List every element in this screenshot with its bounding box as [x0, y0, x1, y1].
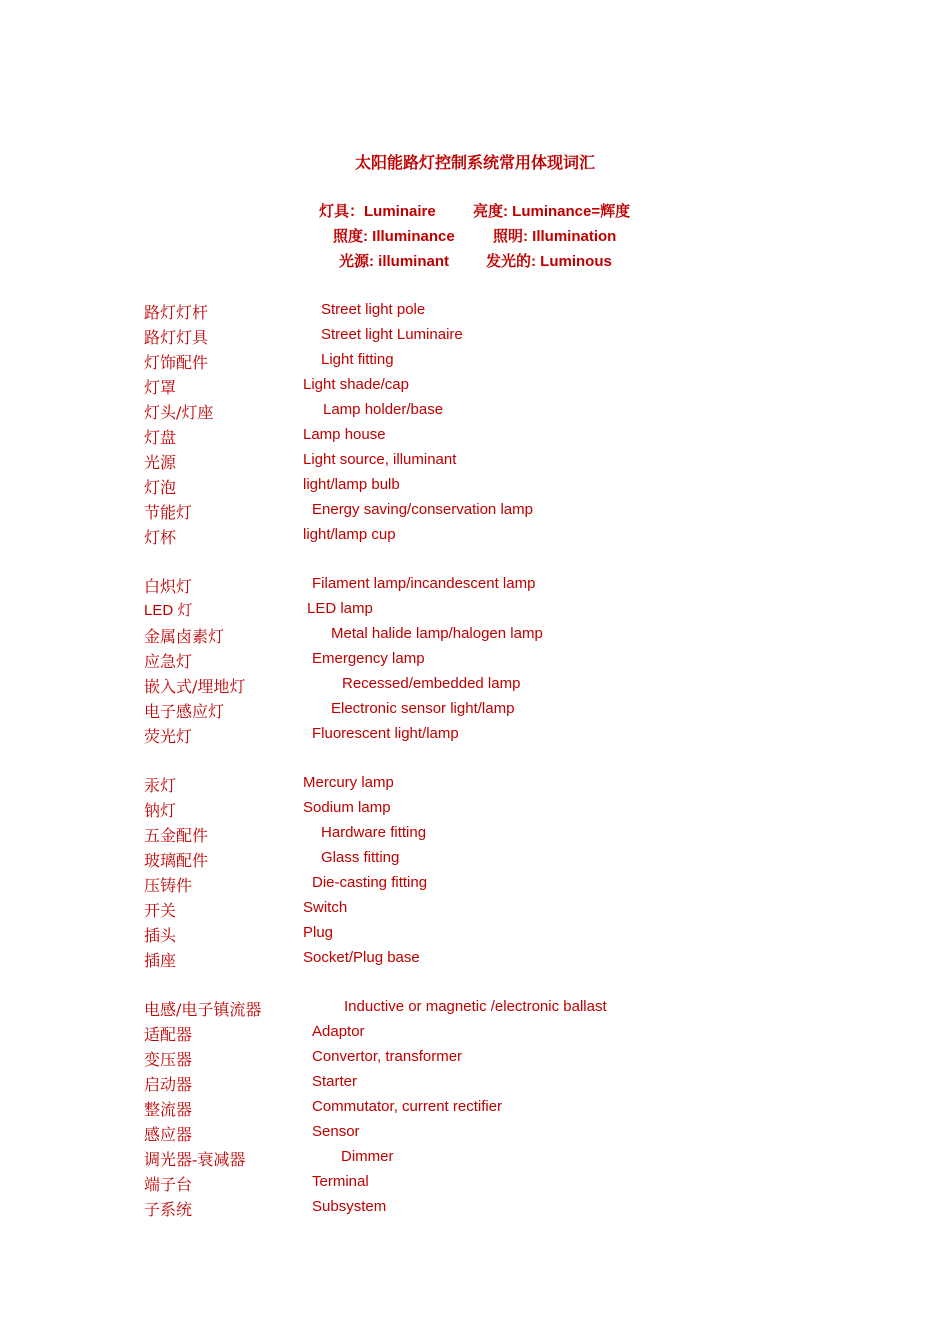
vocab-en: Socket/Plug base — [303, 949, 420, 966]
vocab-cn: 整流器 — [144, 1100, 193, 1119]
vocab-cn: LED 灯 — [144, 602, 193, 619]
vocab-cn: 端子台 — [144, 1175, 193, 1194]
vocab-cn: 汞灯 — [144, 776, 177, 795]
vocab-cn: 嵌入式/埋地灯 — [144, 677, 246, 696]
vocab-en: Hardware fitting — [321, 824, 427, 841]
vocab-en: Terminal — [312, 1173, 369, 1190]
term-illuminant: 光源: illuminant — [339, 253, 449, 270]
vocab-en: Street light Luminaire — [321, 326, 463, 343]
vocab-cn: 插头 — [144, 926, 177, 945]
vocab-cn: 节能灯 — [144, 503, 193, 522]
vocab-en: Lamp house — [303, 426, 386, 443]
vocab-en: Starter — [312, 1073, 358, 1090]
vocab-en: Sensor — [312, 1123, 360, 1140]
vocab-cn: 适配器 — [144, 1025, 193, 1044]
vocab-en: Die-casting fitting — [312, 874, 428, 891]
vocab-en: Light shade/cap — [303, 376, 409, 393]
term-luminous: 发光的: Luminous — [486, 253, 612, 270]
vocab-cn: 启动器 — [144, 1075, 193, 1094]
vocab-cn: 灯头/灯座 — [144, 403, 214, 422]
vocab-en: Mercury lamp — [303, 774, 394, 791]
vocab-cn: 灯泡 — [144, 478, 177, 497]
vocab-cn: 光源 — [144, 453, 177, 472]
term-luminaire: 灯具：Luminaire — [319, 203, 436, 220]
vocab-en: Metal halide lamp/halogen lamp — [331, 625, 543, 642]
vocab-cn: 变压器 — [144, 1050, 193, 1069]
vocab-en: Adaptor — [312, 1023, 365, 1040]
vocab-en: Commutator, current rectifier — [312, 1098, 503, 1115]
vocab-en: Dimmer — [341, 1148, 394, 1165]
vocab-cn: 路灯灯具 — [144, 328, 209, 347]
vocab-cn: 子系统 — [144, 1200, 193, 1219]
term-luminance: 亮度: Luminance=辉度 — [473, 203, 631, 220]
vocab-en: Convertor, transformer — [312, 1048, 463, 1065]
vocab-en: Recessed/embedded lamp — [342, 675, 521, 692]
vocab-cn: 感应器 — [144, 1125, 193, 1144]
vocab-en: Light fitting — [321, 351, 394, 368]
vocab-en: Sodium lamp — [303, 799, 391, 816]
term-illumination: 照明: Illumination — [493, 228, 617, 245]
vocab-en: Energy saving/conservation lamp — [312, 501, 533, 518]
vocab-cn: 开关 — [144, 901, 177, 920]
vocab-cn: 灯盘 — [144, 428, 177, 447]
vocab-cn: 灯杯 — [144, 528, 177, 547]
vocab-en: Fluorescent light/lamp — [312, 725, 459, 742]
vocab-en: LED lamp — [307, 600, 373, 617]
vocab-cn: 路灯灯杆 — [144, 303, 209, 322]
vocab-cn: 金属卤素灯 — [144, 627, 225, 646]
vocab-cn: 钠灯 — [144, 801, 177, 820]
vocab-en: Emergency lamp — [312, 650, 425, 667]
vocab-en: Lamp holder/base — [323, 401, 444, 418]
vocab-en: Inductive or magnetic /electronic ballast — [344, 998, 607, 1015]
vocab-cn: 荧光灯 — [144, 727, 193, 746]
vocab-en: Light source, illuminant — [303, 451, 457, 468]
vocab-cn: 压铸件 — [144, 876, 193, 895]
vocab-en: Plug — [303, 924, 334, 941]
vocab-cn: 电感/电子镇流器 — [144, 1000, 262, 1019]
vocab-en: Electronic sensor light/lamp — [331, 700, 515, 717]
vocab-en: Street light pole — [321, 301, 426, 318]
vocab-en: light/lamp bulb — [303, 476, 400, 493]
vocab-cn: 五金配件 — [144, 826, 209, 845]
vocab-cn: 玻璃配件 — [144, 851, 209, 870]
vocab-en: Switch — [303, 899, 348, 916]
vocab-cn: 应急灯 — [144, 652, 193, 671]
vocab-en: light/lamp cup — [303, 526, 396, 543]
vocab-en: Filament lamp/incandescent lamp — [312, 575, 536, 592]
vocab-cn: 调光器-衰减器 — [144, 1150, 246, 1169]
vocab-en: Subsystem — [312, 1198, 387, 1215]
vocab-cn: 灯罩 — [144, 378, 177, 397]
vocab-cn: 灯饰配件 — [144, 353, 209, 372]
vocab-cn: 电子感应灯 — [144, 702, 225, 721]
page-title: 太阳能路灯控制系统常用体现词汇 — [354, 155, 595, 172]
vocab-cn: 白炽灯 — [144, 577, 193, 596]
term-illuminance: 照度: Illuminance — [333, 228, 455, 245]
vocab-cn: 插座 — [144, 951, 177, 970]
vocab-en: Glass fitting — [321, 849, 400, 866]
